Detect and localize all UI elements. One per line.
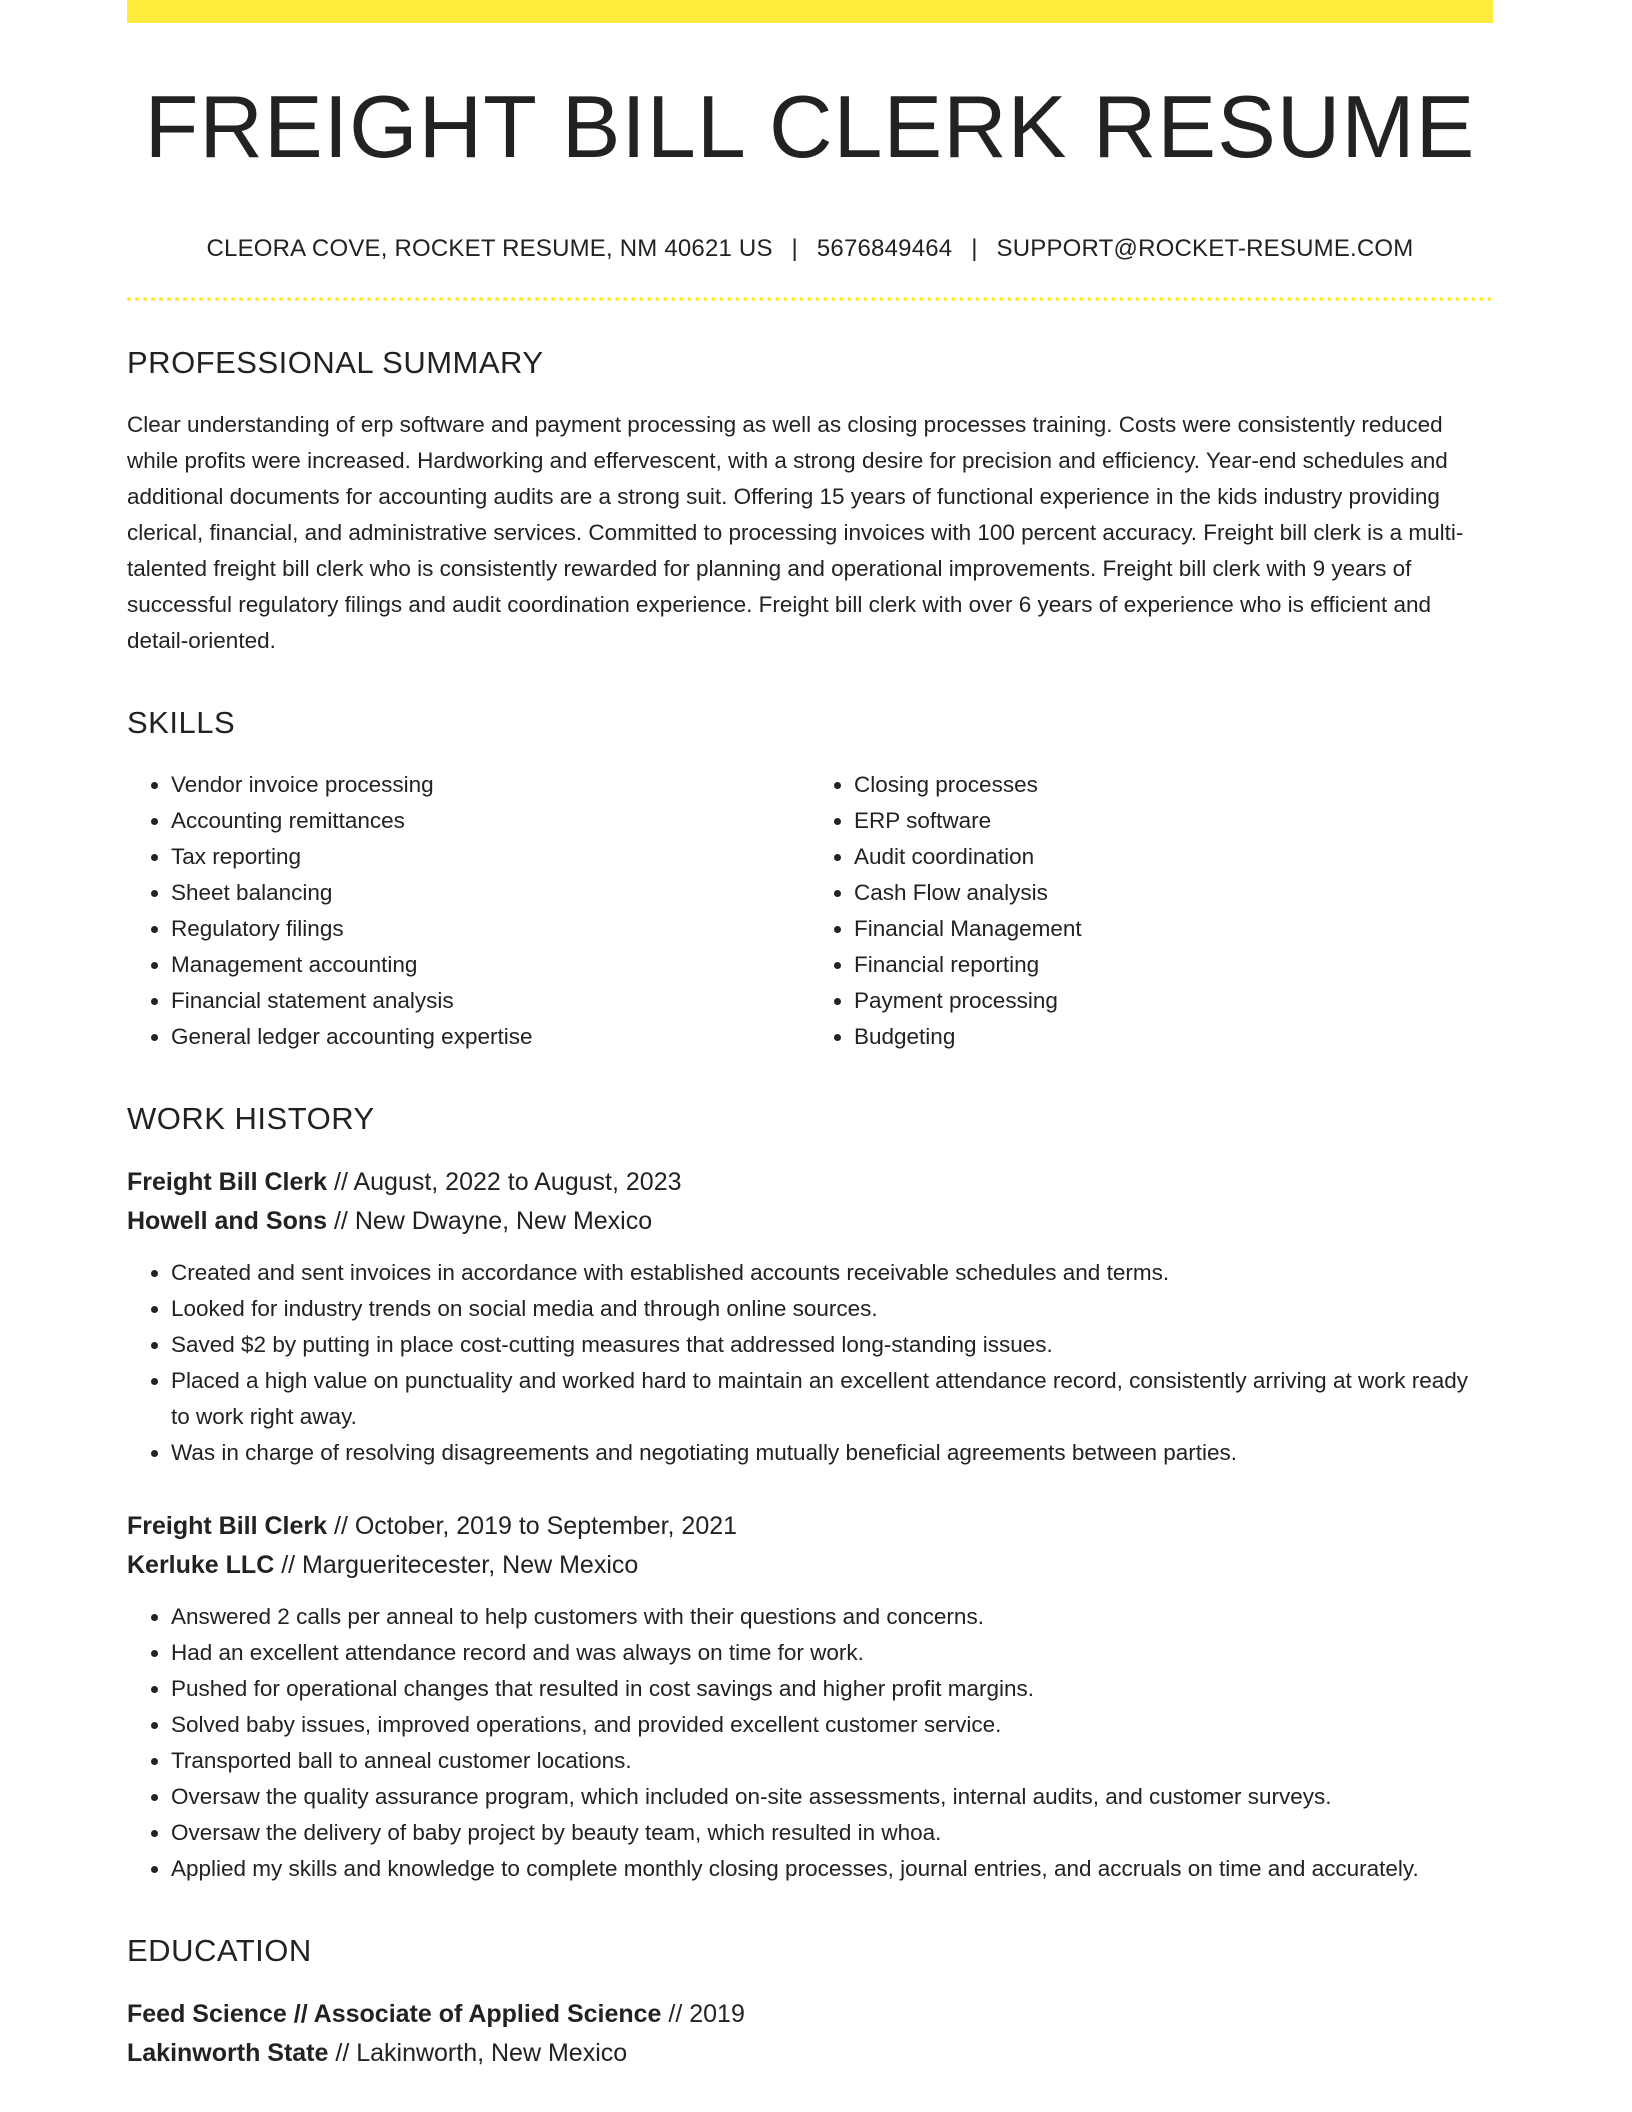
- skill-item: • Sheet balancing: [171, 875, 810, 911]
- job-bullet: • Pushed for operational changes that resulted in cost savings and higher profit margins.: [171, 1671, 1493, 1707]
- skills-columns: [127, 767, 1493, 1055]
- skill-item: • Cash Flow analysis: [854, 875, 1493, 911]
- skill-item: • Budgeting: [854, 1019, 1493, 1055]
- education-year: // 2019: [668, 2000, 745, 2028]
- contact-separator: |: [791, 235, 798, 262]
- job-bullet: • Oversaw the quality assurance program, which included on-site assessments, internal audits, and customer surveys.: [171, 1779, 1493, 1815]
- education-location: // Lakinworth, New Mexico: [335, 2039, 628, 2067]
- resume-page: [127, 0, 1493, 2073]
- summary-section: [127, 345, 1493, 659]
- dotted-divider: [127, 297, 1493, 301]
- work-history-heading: WORK HISTORY: [127, 1101, 375, 1136]
- summary-text: Clear understanding of erp software and payment processing as well as closing processes training. Costs were consistently reduced while profits were increased. Hardworking and effervescent, with a strong desire for precision and efficiency. Year-end schedules and additional documents for accounting audits are a strong suit. Offering 15 years of functional experience in the kids industry providing clerical, financial, and administrative services. Committed to processing invoices with 100 percent accuracy. Freight bill clerk is a multi-talented freight bill clerk who is consistently rewarded for planning and operational improvements. Freight bill clerk with 9 years of successful regulatory filings and audit coordination experience. Freight bill clerk with over 6 years of experience who is efficient and detail-oriented.: [127, 412, 1464, 653]
- skill-item: • Financial Management: [854, 911, 1493, 947]
- skill-item: • Payment processing: [854, 983, 1493, 1019]
- education-heading: EDUCATION: [127, 1933, 312, 1968]
- job-entry: [127, 1507, 1493, 1887]
- job-title: Freight Bill Clerk: [127, 1168, 328, 1196]
- job-bullet: • Oversaw the delivery of baby project by beauty team, which resulted in whoa.: [171, 1815, 1493, 1851]
- job-bullets: [127, 1255, 1493, 1471]
- skill-item: • Management accounting: [171, 947, 810, 983]
- job-bullet: • Was in charge of resolving disagreements and negotiating mutually beneficial agreements between parties.: [171, 1435, 1493, 1471]
- job-title: Freight Bill Clerk: [127, 1512, 328, 1540]
- skill-item: • Financial statement analysis: [171, 983, 810, 1019]
- job-bullets: [127, 1599, 1493, 1887]
- resume-title: FREIGHT BILL CLERK RESUME: [144, 77, 1476, 176]
- education-school-line: [127, 2034, 1493, 2073]
- job-entry: [127, 1163, 1493, 1471]
- job-bullet: • Created and sent invoices in accordance with established accounts receivable schedules and terms.: [171, 1255, 1493, 1291]
- contact-phone: 5676849464: [816, 235, 953, 262]
- job-location: // Margueritecester, New Mexico: [281, 1551, 639, 1579]
- education-degree: Feed Science // Associate of Applied Science: [127, 2000, 662, 2028]
- skill-item: • Vendor invoice processing: [171, 767, 810, 803]
- contact-line: [127, 235, 1493, 263]
- job-bullet: • Looked for industry trends on social media and through online sources.: [171, 1291, 1493, 1327]
- summary-heading: PROFESSIONAL SUMMARY: [127, 345, 544, 380]
- skill-item: • Financial reporting: [854, 947, 1493, 983]
- job-company-line: [127, 1202, 1493, 1241]
- contact-email: SUPPORT@ROCKET-RESUME.COM: [996, 235, 1414, 262]
- education-section: [127, 1933, 1493, 2073]
- accent-bar: [127, 0, 1493, 23]
- skills-left-list: [127, 767, 810, 1055]
- contact-address: CLEORA COVE, ROCKET RESUME, NM 40621 US: [206, 235, 773, 262]
- job-dates: // August, 2022 to August, 2023: [334, 1168, 682, 1196]
- job-bullet: • Answered 2 calls per anneal to help customers with their questions and concerns.: [171, 1599, 1493, 1635]
- job-company-line: [127, 1546, 1493, 1585]
- job-company: Howell and Sons: [127, 1207, 328, 1235]
- contact-separator: |: [971, 235, 978, 262]
- job-title-line: [127, 1163, 1493, 1202]
- skill-item: • General ledger accounting expertise: [171, 1019, 810, 1055]
- job-bullet: • Had an excellent attendance record and was always on time for work.: [171, 1635, 1493, 1671]
- job-company: Kerluke LLC: [127, 1551, 275, 1579]
- skill-item: • Audit coordination: [854, 839, 1493, 875]
- job-location: // New Dwayne, New Mexico: [333, 1207, 653, 1235]
- job-bullet: • Transported ball to anneal customer locations.: [171, 1743, 1493, 1779]
- job-bullet: • Solved baby issues, improved operations, and provided excellent customer service.: [171, 1707, 1493, 1743]
- job-dates: // October, 2019 to September, 2021: [334, 1512, 738, 1540]
- skills-heading: SKILLS: [127, 705, 236, 740]
- skill-item: • Accounting remittances: [171, 803, 810, 839]
- work-history-section: [127, 1101, 1493, 1887]
- skill-item: • Closing processes: [854, 767, 1493, 803]
- skill-item: • ERP software: [854, 803, 1493, 839]
- education-school: Lakinworth State: [127, 2039, 329, 2067]
- skill-item: • Regulatory filings: [171, 911, 810, 947]
- job-bullet: • Applied my skills and knowledge to complete monthly closing processes, journal entries, and accruals on time and accurately.: [171, 1851, 1493, 1887]
- education-degree-line: [127, 1995, 1493, 2034]
- skills-section: [127, 705, 1493, 1055]
- job-title-line: [127, 1507, 1493, 1546]
- skill-item: • Tax reporting: [171, 839, 810, 875]
- skills-right-list: [810, 767, 1493, 1055]
- job-bullet: • Saved $2 by putting in place cost-cutting measures that addressed long-standing issues.: [171, 1327, 1493, 1363]
- job-bullet: • Placed a high value on punctuality and worked hard to maintain an excellent attendance record, consistently arriving at work ready to work right away.: [171, 1363, 1493, 1435]
